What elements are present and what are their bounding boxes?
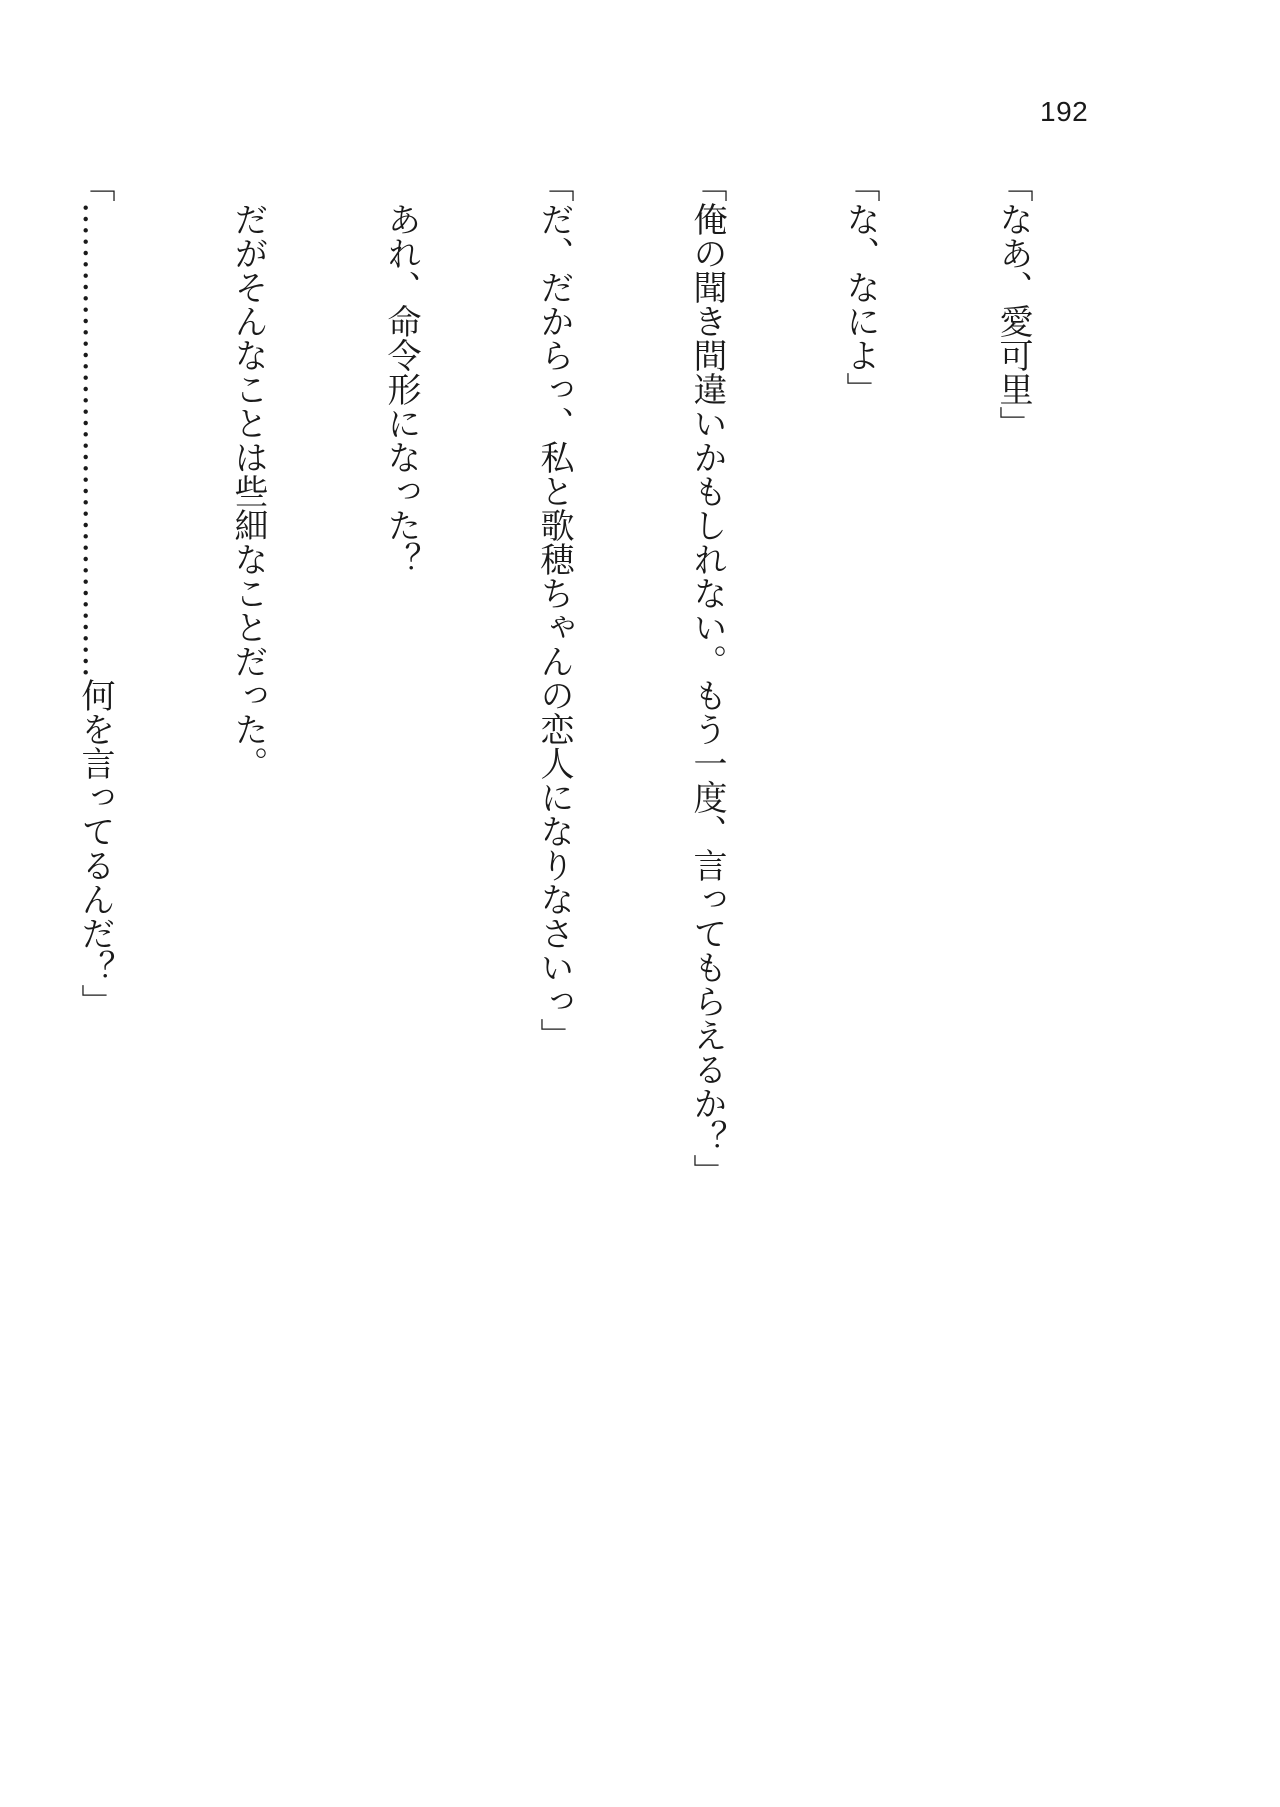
text-line: あれ、命令形になった？ bbox=[381, 168, 421, 576]
page-number: 192 bbox=[1040, 96, 1089, 127]
text-line: 「なあ、愛可里」 bbox=[993, 168, 1033, 440]
text-line: だがそんなことは些細なことだった。 bbox=[228, 168, 268, 780]
text-line: 「な、なによ」 bbox=[840, 168, 880, 406]
text-line: 「だ、だからっ、私と歌穂ちゃんの恋人になりなさいっ」 bbox=[534, 168, 574, 1052]
vertical-text-body bbox=[75, 168, 1140, 1728]
text-line: 「俺の聞き間違いかもしれない。もう一度、言ってもらえるか？」 bbox=[687, 168, 727, 1188]
text-line: 「……………………………………何を言ってるんだ？」 bbox=[75, 168, 115, 1018]
